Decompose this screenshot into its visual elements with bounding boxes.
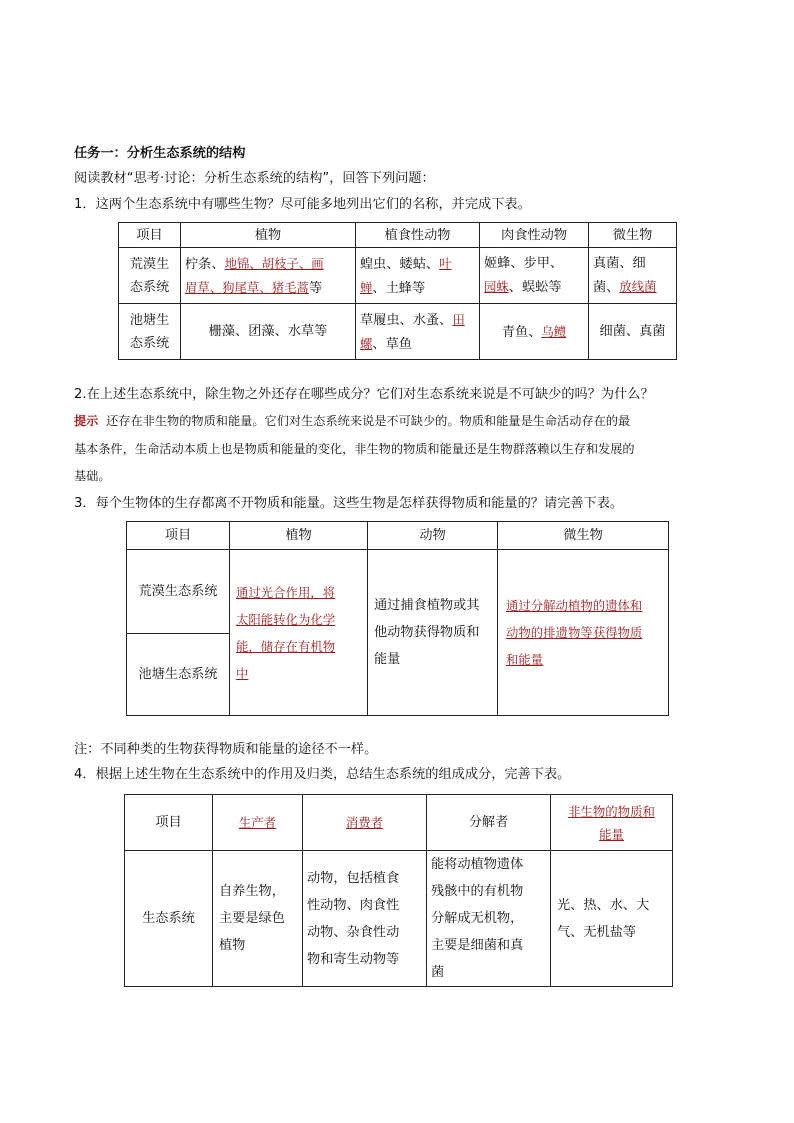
consumer-desc [303, 851, 427, 987]
text-line: 菌 [431, 965, 445, 980]
answer-text: 蝉 [360, 279, 373, 295]
header-decomposer: 分解者 [427, 795, 551, 851]
plant-method [230, 550, 368, 716]
text-line: 能将动植物遗体 [431, 857, 524, 872]
answer-line: 太阳能转化为化学 [236, 611, 336, 627]
desert-microbes [589, 248, 677, 304]
herb-text: 蝗虫、蝼蛄、 [360, 256, 440, 272]
energy-table [126, 521, 669, 716]
header-consumer [303, 795, 427, 851]
answer-text: 放线菌 [619, 279, 657, 294]
text-line: 他动物获得物质和 [374, 625, 480, 640]
carn-text: 、蜈蚣等 [508, 280, 562, 295]
header-animal: 动物 [368, 522, 498, 550]
producer-desc [213, 851, 303, 987]
hint-line-3: 基础。 [74, 469, 111, 483]
desert-herbivores [356, 248, 480, 304]
header-item: 项目 [125, 795, 213, 851]
answer-line: 和能量 [506, 652, 544, 667]
answer-text: 乌鳢 [541, 323, 567, 339]
note-text: 注：不同种类的生物获得物质和能量的途径不一样。 [74, 742, 378, 757]
label-part: 态系统 [129, 279, 170, 295]
micro-text: 真菌、细 [593, 256, 646, 271]
intro-text: 阅读教材“思考·讨论：分析生态系统的结构”，回答下列问题： [74, 171, 435, 186]
text-line: 动物、杂食性动 [307, 924, 400, 940]
text-line: 植物 [219, 938, 246, 953]
text-line: 气、无机盐等 [557, 924, 637, 940]
text-line: 性动物、肉食性 [307, 897, 400, 913]
herb-text: 、土蜂等 [372, 280, 426, 296]
header-plant: 植物 [181, 223, 356, 248]
row-pond-label [119, 304, 181, 360]
section-title: 任务一：分析生态系统的结构 [74, 146, 246, 161]
desert-carnivores [480, 248, 589, 304]
question-2: 2.在上述生态系统中，除生物之外还存在哪些成分？它们对生态系统来说是不可缺少的吗？为什么？ [74, 387, 654, 402]
microbe-method [498, 550, 669, 716]
hint-text: 还存在非生物的物质和能量。它们对生态系统来说是不可缺少的。物质和能量是生命活动存在的最 [106, 414, 631, 428]
text-line: 分解成无机物， [431, 911, 524, 926]
header-microbe: 微生物 [498, 522, 669, 550]
hint-line-1 [74, 412, 724, 430]
answer-text: 园蛛 [484, 279, 509, 294]
hint-line-2: 基本条件，生命活动本质上也是物质和能量的变化，非生物的物质和能量还是生物群落赖以生存和发展的 [74, 442, 635, 456]
carn-text: 青鱼、 [501, 324, 542, 340]
carn-text: 姬蜂、步甲、 [484, 256, 564, 271]
abiotic-desc [551, 851, 673, 987]
hint-label: 提示 [74, 414, 99, 428]
herb-text: 草履虫、水蚤、 [360, 312, 453, 328]
answer-line: 通过光合作用，将 [236, 584, 336, 600]
animal-method [368, 550, 498, 716]
question-3: 3．每个生物体的生存都离不开物质和能量。这些生物是怎样获得物质和能量的？请完善下表。 [74, 496, 624, 511]
header-abiotic [551, 795, 673, 851]
label-part: 池塘生 [129, 312, 170, 328]
plant-text: 等 [308, 280, 323, 296]
desert-plants [181, 248, 356, 304]
text-line: 动物，包括植食 [307, 870, 400, 886]
pond-carnivores [480, 304, 589, 360]
text-line: 光、热、水、大 [557, 897, 650, 913]
row-ecosystem-label: 生态系统 [125, 851, 213, 987]
header-herbivore: 植食性动物 [356, 223, 480, 248]
micro-text: 菌、 [593, 280, 620, 295]
header-plant: 植物 [230, 522, 368, 550]
herb-text: 、草鱼 [372, 336, 412, 352]
organisms-table [118, 222, 677, 360]
decomposer-desc [427, 851, 551, 987]
answer-text: 生产者 [238, 814, 277, 830]
text-line: 通过捕食植物或其 [374, 598, 480, 613]
answer-text: 田 [452, 311, 465, 327]
answer-line: 通过分解动植物的遗体和 [506, 598, 643, 613]
header-carnivore: 肉食性动物 [480, 223, 589, 248]
answer-line: 动物的排遗物等获得物质 [506, 625, 643, 640]
components-table [124, 794, 673, 987]
label-part: 荒漠生 [129, 256, 170, 272]
text-line: 能量 [374, 652, 401, 667]
pond-microbes: 细菌、真菌 [589, 304, 677, 360]
question-4: 4．根据上述生物在生态系统中的作用及归类，总结生态系统的组成成分，完善下表。 [74, 767, 571, 782]
row-desert-label: 荒漠生态系统 [127, 550, 230, 634]
header-item: 项目 [119, 223, 181, 248]
question-1: 1．这两个生态系统中有哪些生物？尽可能多地列出它们的名称，并完成下表。 [74, 197, 531, 212]
pond-herbivores [356, 304, 480, 360]
text-line: 自养生物， [219, 884, 285, 899]
pond-plants: 栅藻、团藻、水草等 [181, 304, 356, 360]
header-microbe: 微生物 [589, 223, 677, 248]
answer-text: 消费者 [345, 814, 384, 830]
answer-text: 地锦、胡枝子、画 [224, 255, 324, 271]
text-line: 主要是细菌和真 [431, 938, 524, 953]
answer-text: 能量 [599, 826, 624, 842]
answer-text: 螺 [360, 335, 373, 351]
text-line: 残骸中的有机物 [431, 884, 524, 899]
text-line: 主要是绿色 [219, 911, 285, 926]
answer-text: 眉草、狗尾草、猪毛蒿 [185, 279, 309, 295]
text-line: 物和寄生动物等 [307, 951, 400, 967]
answer-text: 非生物的物质和 [568, 803, 655, 819]
header-item: 项目 [127, 522, 230, 550]
plant-text: 柠条、 [185, 256, 225, 272]
answer-line: 能，储存在有机物 [236, 638, 336, 654]
label-part: 态系统 [129, 335, 170, 351]
answer-line: 中 [236, 665, 249, 681]
row-pond-label: 池塘生态系统 [127, 634, 230, 716]
answer-text: 叶 [439, 255, 452, 271]
row-desert-label [119, 248, 181, 304]
header-producer [213, 795, 303, 851]
